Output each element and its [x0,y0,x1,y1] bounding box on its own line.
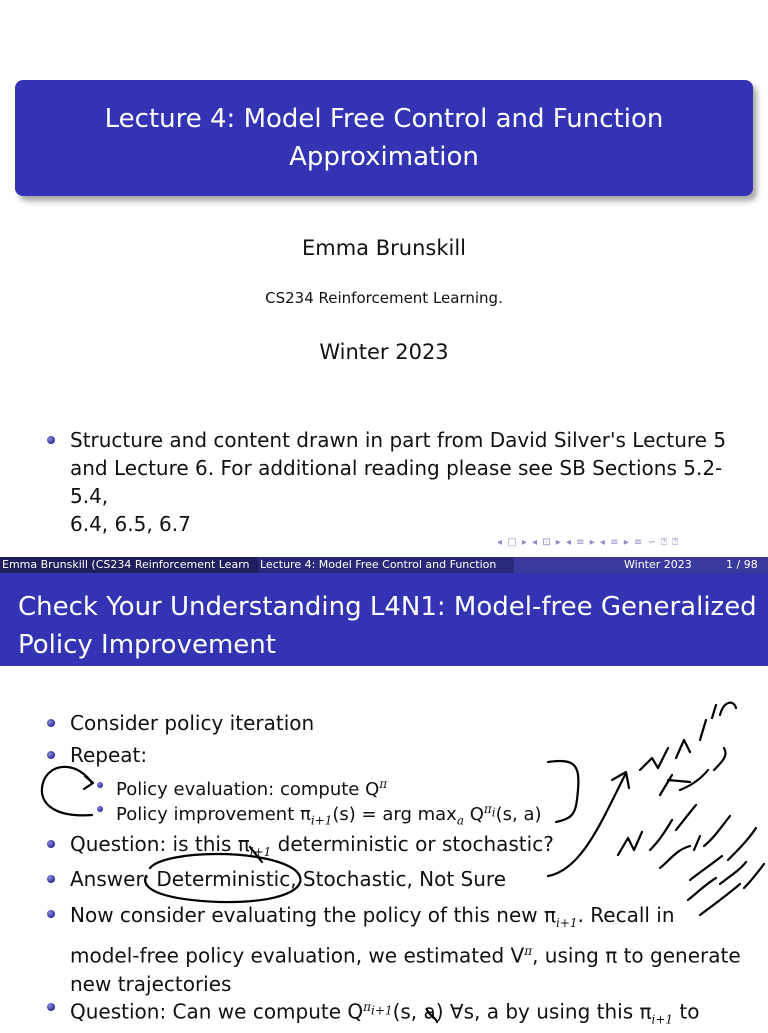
bullet-policy-iteration: Consider policy iteration [70,711,315,735]
policy-improvement-text: Policy improvement π [116,804,311,825]
slide2-title-line1: Check Your Understanding L4N1: Model-free Generalized [18,592,757,622]
bullet-answer: Answer: Deterministic, Stochastic, Not Sure [70,867,507,891]
pi: π [363,1000,372,1014]
subscript: i+1 [371,1003,393,1018]
text: Question: Can we compute Q [70,999,364,1024]
subscript: i+1 [651,1012,674,1027]
subscript: i [491,805,496,820]
handwriting-det [688,862,746,900]
loop-arrow-stroke [42,767,92,815]
text: model-free policy evaluation, we estimated V [70,943,525,968]
subscript: i+1 [310,813,333,828]
args-text: (s, a) [495,804,542,825]
loop-arrowhead [84,776,93,789]
text: , using π to generate [532,943,741,968]
handwriting-the-s [660,748,726,795]
lecture-date: Winter 2023 [319,340,449,364]
q-text: Q [463,804,484,825]
question-text: Question: is this π [70,832,250,856]
subscript: a [456,813,464,828]
line: new trajectories [70,971,232,996]
text: (s, a) ∀s, a by using this π [392,999,652,1024]
slide1-title-line1: Lecture 4: Model Free Control and Function [104,104,664,134]
question-text-end: deterministic or stochastic? [271,832,554,856]
subscript: i+1 [556,916,578,930]
argmax-text: (s) = arg max [332,804,457,825]
right-bracket-stroke [548,761,578,822]
text: Now consider evaluating the policy of this new π [70,903,557,927]
annotation-arrow-stroke [548,775,625,876]
circle-deterministic [145,854,300,902]
handwriting-policy [700,864,764,915]
footer-title-text: Lecture 4: Model Free Control and Function [260,558,497,571]
text: to [673,999,700,1024]
footer-author-text: Emma Brunskill (CS234 Reinforcement Learn [2,558,250,571]
small-mark [427,1010,437,1022]
slide2-title-line2: Policy Improvement [18,630,276,660]
handwriting-what-if [640,703,736,770]
slide1-bullet-line2: and Lecture 6. For additional reading please see SB Sections 5.2-5.4, [70,456,723,508]
course-name: CS234 Reinforcement Learning. [265,289,503,307]
text: . Recall in [577,903,675,927]
bullet-repeat: Repeat: [70,743,148,767]
slide1-title-line2: Approximation [289,142,479,172]
slide1-bullet-line3: 6.4, 6.5, 6.7 [70,512,191,536]
beamer-nav-icons[interactable]: ◂ □ ▸ ◂ ⊡ ▸ ◂ ≡ ▸ ◂ ≡ ▸ ≡ ∽ ⍰ ⍰ [497,537,680,548]
scribble-mark [250,847,262,862]
subscript: i+1 [249,845,272,859]
pi-superscript: π [483,802,492,816]
footer-page-number: 1 / 98 [726,558,758,571]
author: Emma Brunskill [302,236,466,260]
pi-superscript: π [379,777,388,791]
policy-evaluation-text: Policy evaluation: compute Q [116,779,380,800]
slide1-bullet-line1: Structure and content drawn in part from David Silver's Lecture 5 [70,428,727,452]
superscript: π [524,944,533,958]
footer-date: Winter 2023 [624,558,692,571]
